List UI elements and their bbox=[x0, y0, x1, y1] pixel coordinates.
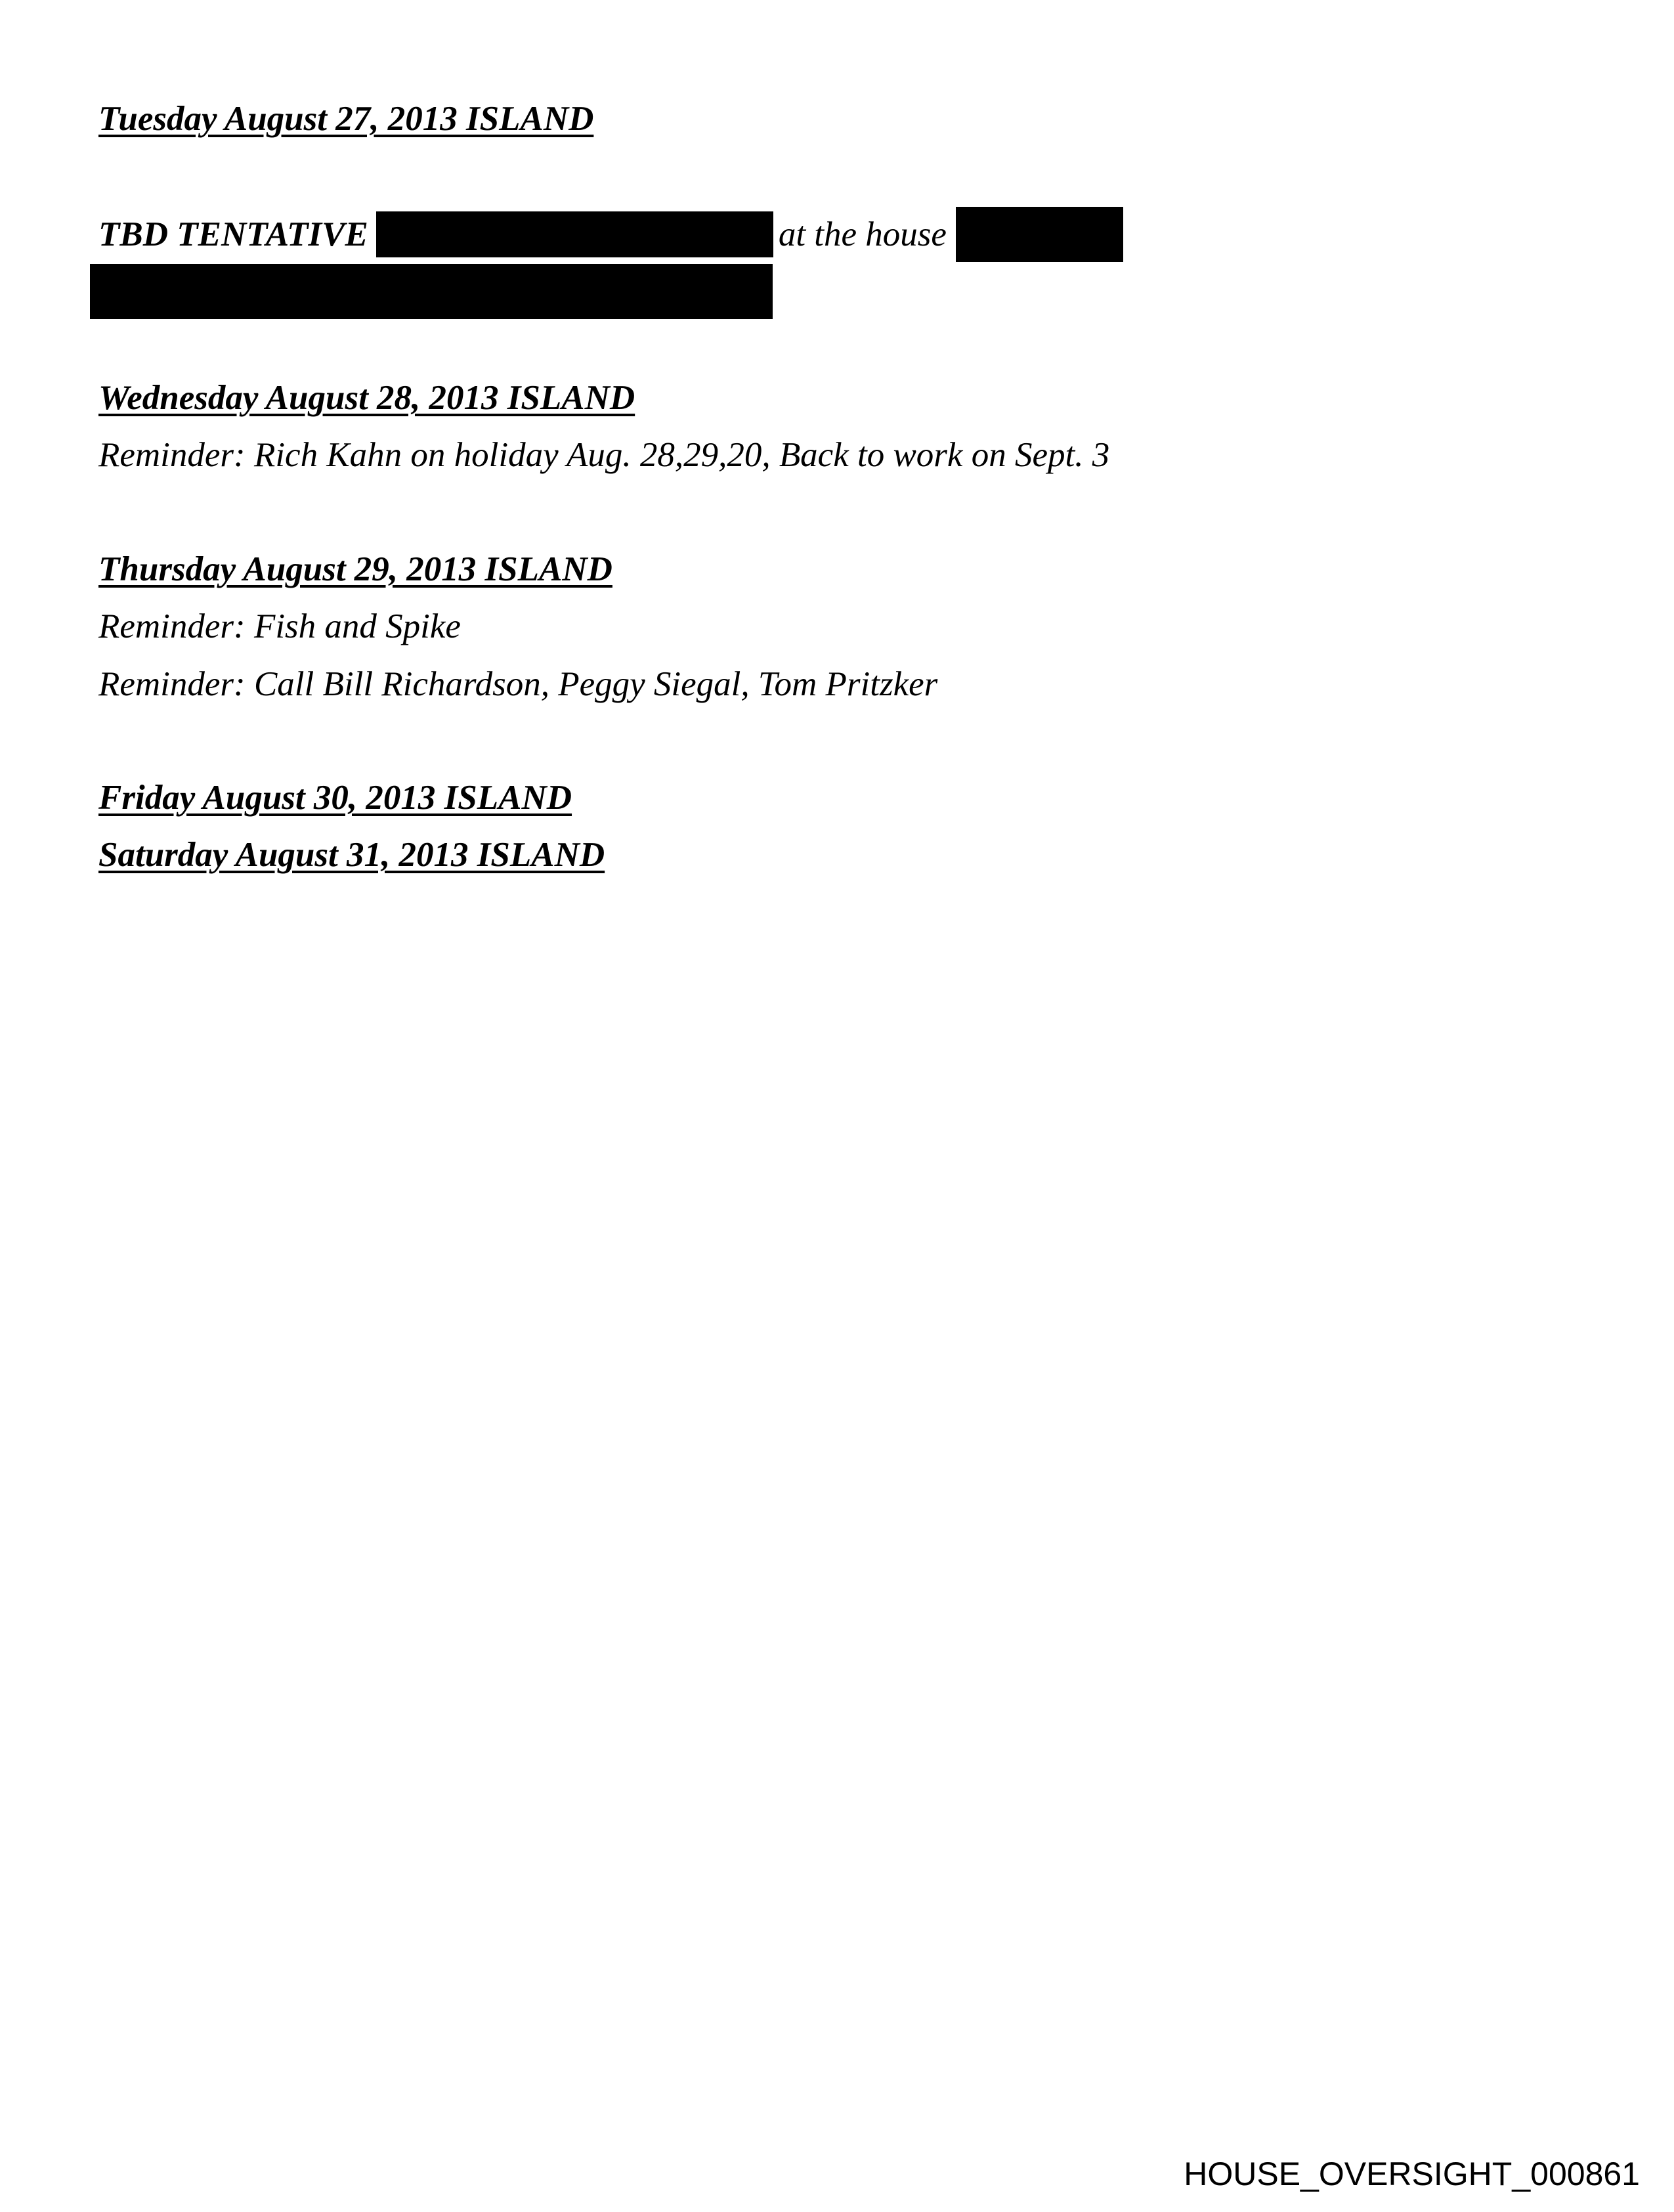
tentative-entry bbox=[98, 211, 1123, 257]
day-heading-friday: Friday August 30, 2013 ISLAND bbox=[98, 779, 572, 817]
tentative-label: TBD TENTATIVE bbox=[98, 215, 368, 253]
tentative-location-text: at the house bbox=[778, 215, 947, 253]
day-heading-saturday: Saturday August 31, 2013 ISLAND bbox=[98, 836, 605, 874]
reminder-line: Reminder: Rich Kahn on holiday Aug. 28,29,20, Back to work on Sept. 3 bbox=[98, 436, 1110, 474]
redaction-block bbox=[90, 264, 773, 319]
redaction-block bbox=[376, 211, 773, 257]
reminder-line: Reminder: Fish and Spike bbox=[98, 607, 461, 645]
redaction-block bbox=[956, 207, 1123, 262]
day-heading-wednesday: Wednesday August 28, 2013 ISLAND bbox=[98, 379, 635, 417]
day-heading-thursday: Thursday August 29, 2013 ISLAND bbox=[98, 550, 612, 588]
day-heading-tuesday: Tuesday August 27, 2013 ISLAND bbox=[98, 100, 594, 138]
reminder-line: Reminder: Call Bill Richardson, Peggy Siegal, Tom Pritzker bbox=[98, 665, 938, 703]
bates-number: HOUSE_OVERSIGHT_000861 bbox=[1184, 2156, 1640, 2192]
